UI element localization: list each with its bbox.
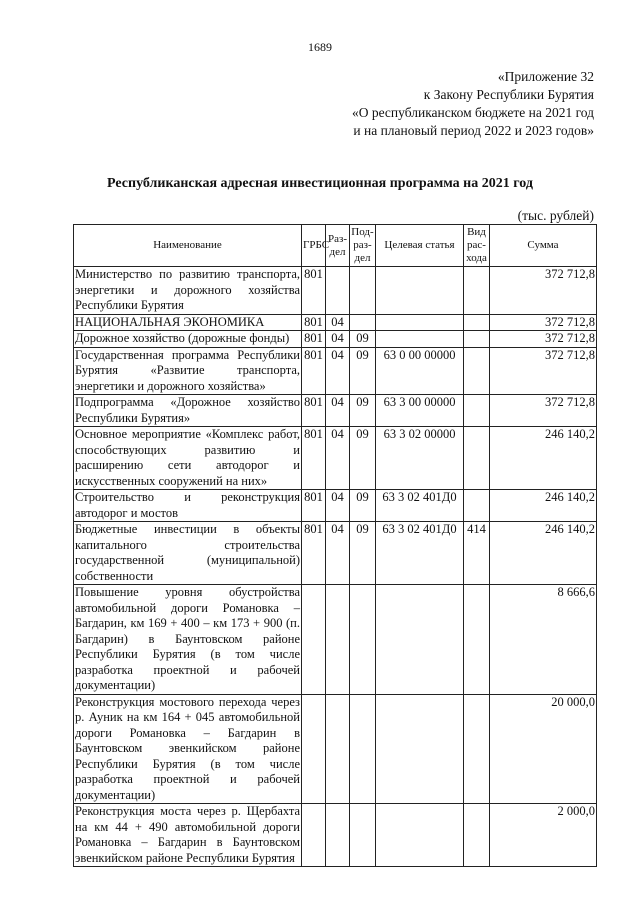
cell-name: Министерство по развитию транспорта, энергетики и дорожного хозяйства Республики Бурятия [75,267,300,312]
cell-grbs [302,585,326,695]
cell-podrazdel: 09 [350,490,376,522]
cell-target [376,585,464,695]
table-row [74,804,597,867]
header-sum: Сумма [490,225,597,267]
cell-razdel [326,267,350,315]
header-podrazdel: Под-раз-дел [350,225,376,267]
cell-name: Основное мероприятие «Комплекс работ, способствующих развитию и расширению сети автодорог и искусственных сооружений на них» [75,427,300,488]
cell-vid [464,267,490,315]
appendix-header [352,68,594,140]
cell-vid [464,804,490,867]
cell-name: Строительство и реконструкция автодорог и мостов [75,490,300,520]
cell-podrazdel: 09 [350,522,376,585]
cell-grbs [302,804,326,867]
table-row [74,490,597,522]
header-grbs: ГРБС [302,225,326,267]
cell-sum: 8 666,6 [490,585,597,695]
cell-grbs: 801 [302,522,326,585]
cell-grbs: 801 [302,395,326,427]
appendix-line: «Приложение 32 [497,69,594,84]
cell-razdel [326,804,350,867]
table-row [74,522,597,585]
cell-razdel: 04 [326,427,350,490]
cell-grbs: 801 [302,314,326,331]
table-row [74,314,597,331]
cell-grbs [302,694,326,804]
cell-sum: 2 000,0 [490,804,597,867]
cell-razdel: 04 [326,314,350,331]
investment-program-table [73,224,597,867]
cell-podrazdel: 09 [350,331,376,348]
table-row [74,585,597,695]
cell-grbs: 801 [302,490,326,522]
cell-target [376,804,464,867]
cell-podrazdel: 09 [350,427,376,490]
cell-sum: 246 140,2 [490,522,597,585]
cell-target: 63 3 02 00000 [376,427,464,490]
table-row [74,267,597,315]
cell-sum: 372 712,8 [490,314,597,331]
cell-name: Повышение уровня обустройства автомобильной дороги Романовка – Багдарин, км 169 + 400 – км 173 + 900 (п. Багдарин) в Баунтовском районе Республики Бурятия (в том числе разработка проектной и рабочей документации) [75,585,300,692]
cell-vid [464,585,490,695]
cell-vid [464,331,490,348]
cell-vid: 414 [464,522,490,585]
cell-razdel [326,585,350,695]
cell-sum: 20 000,0 [490,694,597,804]
cell-name: Подпрограмма «Дорожное хозяйство Республики Бурятия» [75,395,300,425]
cell-razdel: 04 [326,395,350,427]
cell-target: 63 0 00 00000 [376,347,464,395]
cell-name: НАЦИОНАЛЬНАЯ ЭКОНОМИКА [74,314,302,331]
cell-podrazdel [350,267,376,315]
header-vid: Вид рас-хода [464,225,490,267]
cell-target: 63 3 02 401Д0 [376,490,464,522]
cell-sum: 372 712,8 [490,395,597,427]
cell-podrazdel [350,314,376,331]
table-row [74,427,597,490]
cell-sum: 372 712,8 [490,347,597,395]
cell-name: Дорожное хозяйство (дорожные фонды) [74,331,302,348]
cell-vid [464,347,490,395]
cell-target [376,694,464,804]
cell-name: Бюджетные инвестиции в объекты капитального строительства государственной (муниципальной) собственности [75,522,300,583]
cell-razdel: 04 [326,347,350,395]
cell-target [376,267,464,315]
document-title: Республиканская адресная инвестиционная программа на 2021 год [107,176,533,191]
cell-target [376,331,464,348]
appendix-line: «О республиканском бюджете на 2021 год [351,105,594,120]
cell-razdel: 04 [326,331,350,348]
cell-razdel: 04 [326,490,350,522]
cell-sum: 372 712,8 [490,331,597,348]
cell-podrazdel [350,694,376,804]
appendix-line: к Закону Республики Бурятия [423,87,594,102]
cell-vid [464,694,490,804]
cell-name: Реконструкция мостового перехода через р. Ауник на км 164 + 045 автомобильной дороги Романовка – Багдарин в Баунтовском эвенкийском районе Республики Бурятия (в том числе разработка проектной и рабочей документации) [75,694,300,802]
cell-vid [464,395,490,427]
cell-vid [464,427,490,490]
cell-grbs: 801 [302,427,326,490]
header-razdel: Раз-дел [326,225,350,267]
cell-razdel [326,694,350,804]
page-number: 1689 [308,40,332,54]
cell-target: 63 3 02 401Д0 [376,522,464,585]
cell-vid [464,314,490,331]
cell-podrazdel: 09 [350,395,376,427]
cell-podrazdel [350,585,376,695]
cell-target [376,314,464,331]
cell-razdel: 04 [326,522,350,585]
cell-sum: 372 712,8 [490,267,597,315]
cell-podrazdel [350,804,376,867]
cell-name: Реконструкция моста через р. Щербахта на км 44 + 490 автомобильной дороги Романовка – Багдарин в Баунтовском эвенкийском районе Республики Бурятия [75,804,300,865]
cell-podrazdel: 09 [350,347,376,395]
cell-target: 63 3 00 00000 [376,395,464,427]
appendix-line: и на плановый период 2022 и 2023 годов» [353,123,594,138]
table-row [74,694,597,804]
table-row [74,347,597,395]
cell-sum: 246 140,2 [490,427,597,490]
cell-name: Государственная программа Республики Бурятия «Развитие транспорта, энергетики и дорожного хозяйства» [75,347,300,393]
cell-grbs: 801 [302,267,326,315]
table-header-row [74,225,597,267]
table-row [74,331,597,348]
cell-sum: 246 140,2 [490,490,597,522]
cell-grbs: 801 [302,347,326,395]
header-target: Целевая статья [376,225,464,267]
header-name: Наименование [74,225,302,267]
table-row [74,395,597,427]
cell-grbs: 801 [302,331,326,348]
units-label: (тыс. рублей) [517,208,594,223]
cell-vid [464,490,490,522]
